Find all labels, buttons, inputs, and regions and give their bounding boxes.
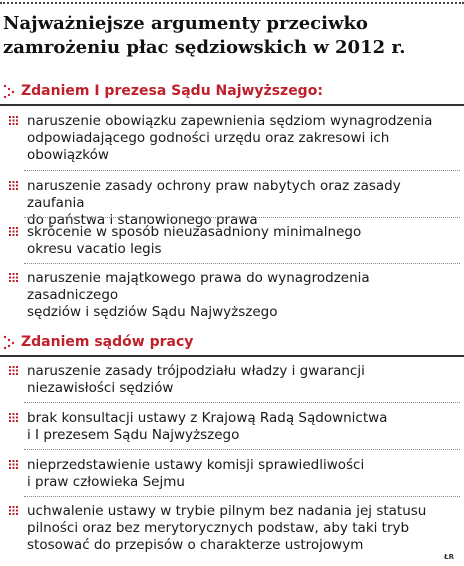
- item-line: do państwa i stanowionego prawa: [27, 212, 258, 228]
- item-separator: [24, 170, 460, 171]
- section-header-labor-courts: [3, 334, 461, 350]
- dot-grid-bullet-icon: [9, 116, 18, 125]
- dot-grid-bullet-icon: [9, 366, 18, 375]
- item-line: okresu vacatio legis: [27, 241, 162, 257]
- dot-grid-bullet-icon: [9, 181, 18, 190]
- item-line: naruszenie obowiązku zapewnienia sędziom wynagrodzenia: [27, 113, 433, 129]
- section-rule: [0, 355, 464, 357]
- section-rule: [0, 104, 464, 106]
- item-line: skrócenie w sposób nieuzasadniony minimalnego: [27, 224, 362, 240]
- item-line: i praw człowieka Sejmu: [27, 474, 185, 490]
- item-line: sędziów i sędziów Sądu Najwyższego: [27, 304, 278, 320]
- arrow-pointer-icon: [3, 84, 17, 98]
- item-line: i I prezesem Sądu Najwyższego: [27, 427, 240, 443]
- item-line: odpowiadającego godności urzędu oraz zakresowi ich: [27, 130, 390, 146]
- item-separator: [24, 263, 460, 264]
- item-separator: [24, 449, 460, 450]
- item-line: pilności oraz bez merytorycznych podstaw, aby taki tryb: [27, 520, 410, 536]
- dot-grid-bullet-icon: [9, 506, 18, 515]
- dot-grid-bullet-icon: [9, 413, 18, 422]
- dot-grid-bullet-icon: [9, 460, 18, 469]
- arrow-pointer-icon: [3, 335, 17, 349]
- title-line-1: Najważniejsze argumenty przeciwko: [3, 13, 368, 34]
- item-separator: [24, 217, 460, 218]
- section-header-label: Zdaniem sądów pracy: [21, 334, 194, 350]
- section-header-supreme-court: [3, 83, 461, 99]
- item-separator: [24, 496, 460, 497]
- title-line-2: zamrożeniu płac sędziowskich w 2012 r.: [3, 37, 406, 58]
- item-line: nieprzedstawienie ustawy komisji sprawiedliwości: [27, 457, 365, 473]
- dot-grid-bullet-icon: [9, 273, 18, 282]
- section-header-label: Zdaniem I prezesa Sądu Najwyższego:: [21, 83, 323, 99]
- item-line: naruszenie zasady ochrony praw nabytych oraz zasady zaufania: [27, 178, 401, 211]
- credit-label: ŁR: [444, 553, 454, 561]
- item-line: brak konsultacji ustawy z Krajową Radą Sądownictwa: [27, 410, 388, 426]
- top-dotted-rule: [0, 2, 464, 4]
- item-line: naruszenie zasady trójpodziału władzy i gwarancji: [27, 363, 365, 379]
- item-line: niezawisłości sędziów: [27, 380, 174, 396]
- item-line: stosować do przepisów o charakterze ustrojowym: [27, 537, 364, 553]
- item-line: naruszenie majątkowego prawa do wynagrodzenia zasadniczego: [27, 270, 370, 303]
- item-separator: [24, 402, 460, 403]
- item-line: uchwalenie ustawy w trybie pilnym bez nadania jej statusu: [27, 503, 427, 519]
- page-title: [3, 12, 453, 60]
- dot-grid-bullet-icon: [9, 227, 18, 236]
- item-line: obowiązków: [27, 147, 109, 163]
